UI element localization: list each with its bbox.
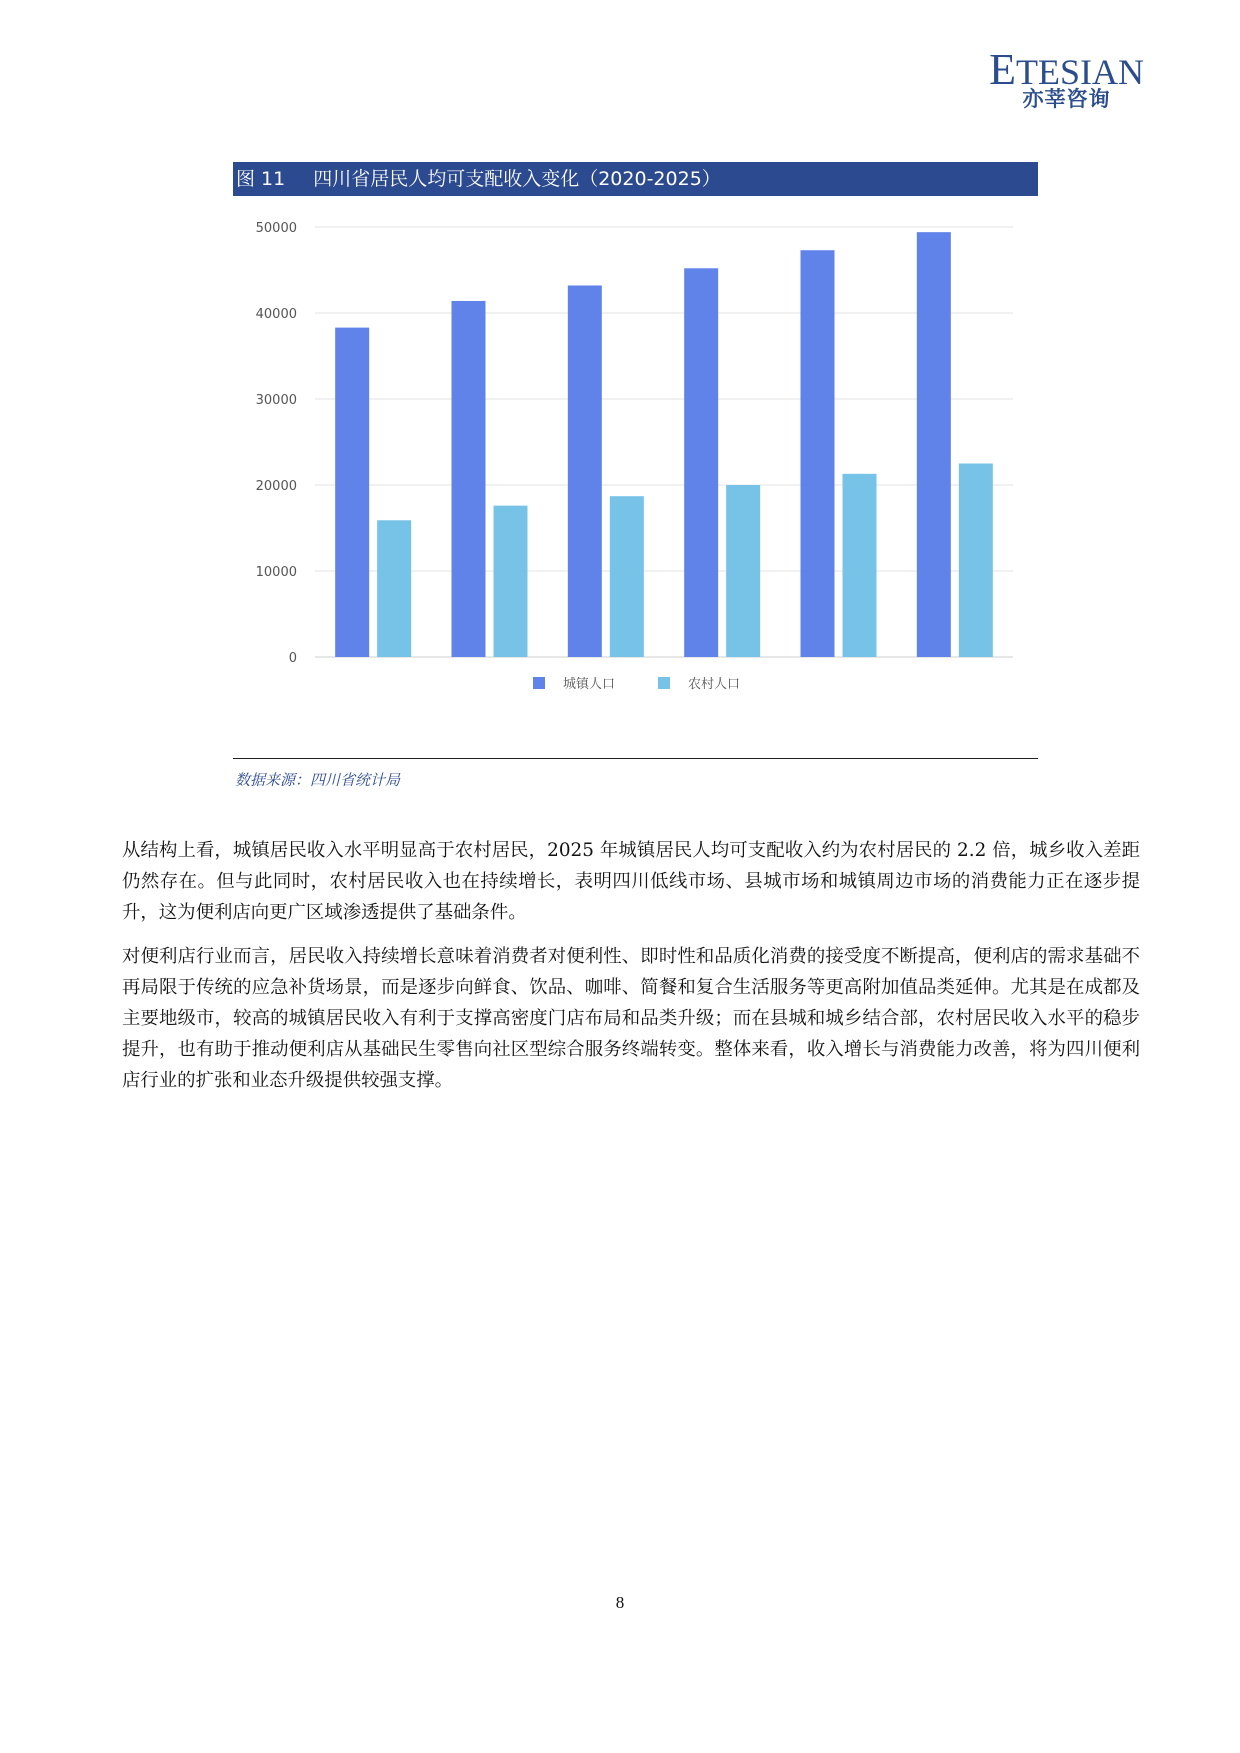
bar-rural-2023 [726,485,760,657]
legend-swatch-urban [533,677,545,689]
legend-swatch-rural [658,677,670,689]
figure-source: 数据来源：四川省统计局 [235,771,401,789]
figure-title-bar [233,162,1038,196]
logo-chinese: 亦莘咨询 [1022,87,1111,111]
body-paragraph-1: 从结构上看，城镇居民收入水平明显高于农村居民，2025 年城镇居民人均可支配收入约为农村居民的 2.2 倍，城乡收入差距仍然存在。但与此同时，农村居民收入也在持续增长，表明四川低线市场、县城市场和城镇周边市场的消费能力正在逐步提升，这为便利店向更广区域渗透提供了基础条件。 [122,840,1140,923]
y-tick-label: 30000 [255,393,297,408]
bar-urban-2021 [452,301,486,657]
bar-rural-2020 [377,520,411,657]
income-bar-chart [233,205,1038,720]
bar-rural-2022 [610,496,644,657]
y-tick-label: 40000 [255,307,297,322]
y-tick-label: 10000 [255,565,297,580]
bar-rural-2025 [959,464,993,658]
company-logo [989,45,1144,111]
logo-english: ETESIAN [989,45,1144,94]
bar-urban-2024 [801,250,835,657]
legend-label-rural: 农村人口 [688,677,741,692]
bar-rural-2021 [494,506,528,657]
bar-urban-2020 [335,328,369,657]
figure-divider [233,758,1038,759]
body-paragraph-2: 对便利店行业而言，居民收入持续增长意味着消费者对便利性、即时性和品质化消费的接受度不断提高，便利店的需求基础不再局限于传统的应急补货场景，而是逐步向鲜食、饮品、咖啡、简餐和复合生活服务等更高附加值品类延伸。尤其是在成都及主要地级市，较高的城镇居民收入有利于支撑高密度门店布局和品类升级；而在县城和城乡结合部，农村居民收入水平的稳步提升，也有助于推动便利店从基础民生零售向社区型综合服务终端转变。整体来看，收入增长与消费能力改善，将为四川便利店行业的扩张和业态升级提供较强支撑。 [122,946,1140,1091]
bar-rural-2024 [843,474,877,657]
y-tick-label: 20000 [255,479,297,494]
bar-urban-2022 [568,285,602,657]
bar-urban-2025 [917,232,951,657]
bar-urban-2023 [684,268,718,657]
figure-title: 四川省居民人均可支配收入变化（2020-2025） [313,168,721,190]
figure-label: 图 11 [236,168,286,190]
legend-label-urban: 城镇人口 [563,677,616,692]
y-tick-label: 0 [288,651,297,666]
y-tick-label: 50000 [255,221,297,236]
page-number: 8 [615,1593,625,1612]
